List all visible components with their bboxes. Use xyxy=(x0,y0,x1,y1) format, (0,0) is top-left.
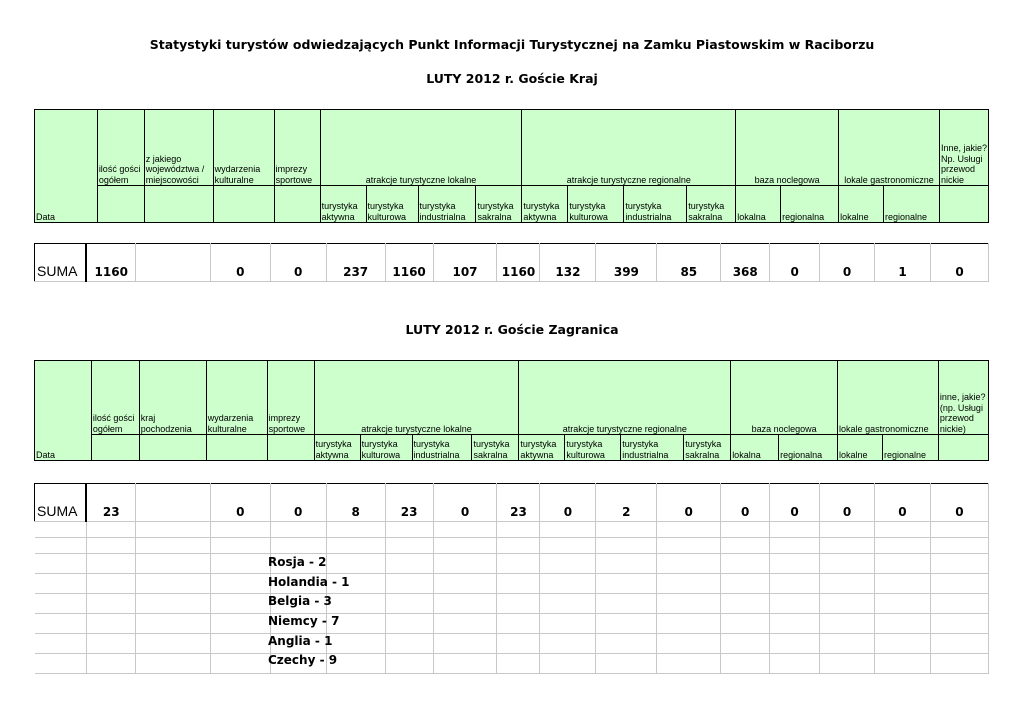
col-header-atr-regionalne: atrakcje turystyczne regionalne xyxy=(519,361,731,435)
grid-row xyxy=(35,594,87,614)
cell-empty xyxy=(139,435,206,461)
col-header-wydarzenia: wydarzenia kulturalne xyxy=(213,110,274,186)
suma-value: 0 xyxy=(657,484,721,522)
header-table-kraj xyxy=(34,109,989,223)
subheader: turystyka industrialna xyxy=(418,186,476,223)
suma-value: 0 xyxy=(721,484,770,522)
subheader: lokalne xyxy=(838,435,883,461)
suma-value: 0 xyxy=(820,244,875,282)
col-header-wydarzenia: wydarzenia kulturalne xyxy=(206,361,267,435)
suma-value: 0 xyxy=(540,484,596,522)
col-header-ilosc: ilość gości ogółem xyxy=(91,361,139,435)
suma-value xyxy=(135,484,210,522)
suma-value: 0 xyxy=(770,484,820,522)
subheader: turystyka aktywna xyxy=(519,435,565,461)
cell-empty xyxy=(97,186,144,223)
grid-row xyxy=(35,634,87,654)
col-header-atr-lokalne: atrakcje turystyczne lokalne xyxy=(320,110,522,186)
col-header-inne: Inne, jakie? Np. Usługi przewod nickie xyxy=(939,110,988,186)
subheader: lokalna xyxy=(731,435,779,461)
subheader: lokalne xyxy=(839,186,884,223)
suma-value: 107 xyxy=(433,244,497,282)
subheader: turystyka kulturowa xyxy=(568,186,624,223)
suma-value: 8 xyxy=(326,484,385,522)
suma-value xyxy=(135,244,210,282)
subheader: turystyka kulturowa xyxy=(565,435,621,461)
suma-value: 0 xyxy=(930,484,988,522)
suma-value: 0 xyxy=(820,484,875,522)
col-header-gastro: lokale gastronomiczne xyxy=(839,110,940,186)
col-header-inne: inne, jakie? (np. Usługi przewod nickie) xyxy=(938,361,988,435)
suma-value: 0 xyxy=(875,484,931,522)
header-table-zagranica xyxy=(34,360,989,461)
subheader: regionalne xyxy=(882,435,938,461)
subheader: lokalna xyxy=(736,186,781,223)
col-header-baza: baza noclegowa xyxy=(731,361,838,435)
col-header-ilosc: ilość gości ogółem xyxy=(97,110,144,186)
cell-empty xyxy=(274,186,320,223)
suma-value: 0 xyxy=(210,484,270,522)
suma-table-zagranica xyxy=(34,483,989,674)
col-header-data: Data xyxy=(35,110,98,223)
cell-empty xyxy=(939,186,988,223)
grid-row xyxy=(35,538,87,554)
suma-value: 0 xyxy=(770,244,820,282)
subheader: turystyka industrialna xyxy=(624,186,687,223)
col-header-atr-regionalne: atrakcje turystyczne regionalne xyxy=(522,110,736,186)
subheader: turystyka aktywna xyxy=(314,435,360,461)
col-header-skad: z jakiego województwa / miejscowości xyxy=(144,110,213,186)
section-heading-kraj: LUTY 2012 r. Goście Kraj xyxy=(426,71,598,86)
country-item: Czechy - 9 xyxy=(268,653,338,668)
subheader: regionalna xyxy=(781,186,839,223)
suma-value: 0 xyxy=(270,484,326,522)
suma-value: 2 xyxy=(596,484,657,522)
suma-value: 1160 xyxy=(497,244,540,282)
subheader: turystyka sakralna xyxy=(684,435,731,461)
cell-empty xyxy=(213,186,274,223)
country-item: Anglia - 1 xyxy=(268,633,333,648)
cell-empty xyxy=(206,435,267,461)
grid-row xyxy=(35,574,87,594)
cell-empty xyxy=(144,186,213,223)
col-header-imprezy: imprezy sportowe xyxy=(267,361,314,435)
subheader: turystyka aktywna xyxy=(522,186,568,223)
subheader: regionalne xyxy=(884,186,940,223)
suma-value: 0 xyxy=(930,244,988,282)
suma-value: 1160 xyxy=(385,244,433,282)
suma-label: SUMA xyxy=(35,244,87,282)
suma-value: 132 xyxy=(540,244,596,282)
col-header-gastro: lokale gastronomiczne xyxy=(838,361,939,435)
suma-value: 23 xyxy=(385,484,433,522)
country-list xyxy=(268,553,350,671)
suma-value: 237 xyxy=(326,244,385,282)
suma-value: 23 xyxy=(86,484,135,522)
grid-row xyxy=(35,554,87,574)
cell-empty xyxy=(938,435,988,461)
subheader: turystyka sakralna xyxy=(472,435,519,461)
cell-empty xyxy=(91,435,139,461)
col-header-atr-lokalne: atrakcje turystyczne lokalne xyxy=(314,361,519,435)
country-item: Rosja - 2 xyxy=(268,555,327,569)
grid-row xyxy=(35,654,87,674)
subheader: turystyka industrialna xyxy=(412,435,472,461)
cell-empty xyxy=(267,435,314,461)
suma-label: SUMA xyxy=(35,484,87,522)
suma-value: 1160 xyxy=(86,244,135,282)
col-header-data: Data xyxy=(35,361,92,461)
page-title: Statystyki turystów odwiedzających Punkt Informacji Turystycznej na Zamku Piastowskim w Raciborzu xyxy=(149,37,875,52)
suma-value: 1 xyxy=(875,244,931,282)
subheader: turystyka sakralna xyxy=(687,186,736,223)
suma-value: 0 xyxy=(210,244,270,282)
suma-table-kraj xyxy=(34,243,989,282)
country-item: Holandia - 1 xyxy=(268,574,350,589)
subheader: turystyka aktywna xyxy=(320,186,366,223)
grid-row xyxy=(35,614,87,634)
col-header-baza: baza noclegowa xyxy=(736,110,839,186)
subheader: turystyka sakralna xyxy=(476,186,522,223)
suma-value: 0 xyxy=(270,244,326,282)
section-heading-zagranica: LUTY 2012 r. Goście Zagranica xyxy=(405,322,619,337)
suma-value: 399 xyxy=(596,244,657,282)
country-item: Belgia - 3 xyxy=(268,594,332,609)
subheader: turystyka industrialna xyxy=(621,435,684,461)
subheader: turystyka kulturowa xyxy=(360,435,412,461)
suma-value: 368 xyxy=(721,244,770,282)
suma-value: 85 xyxy=(657,244,721,282)
country-item: Niemcy - 7 xyxy=(268,614,340,629)
grid-row xyxy=(35,522,87,538)
col-header-imprezy: imprezy sportowe xyxy=(274,110,320,186)
suma-value: 23 xyxy=(497,484,540,522)
col-header-skad: kraj pochodzenia xyxy=(139,361,206,435)
suma-value: 0 xyxy=(433,484,497,522)
subheader: turystyka kulturowa xyxy=(366,186,418,223)
subheader: regionalna xyxy=(779,435,838,461)
